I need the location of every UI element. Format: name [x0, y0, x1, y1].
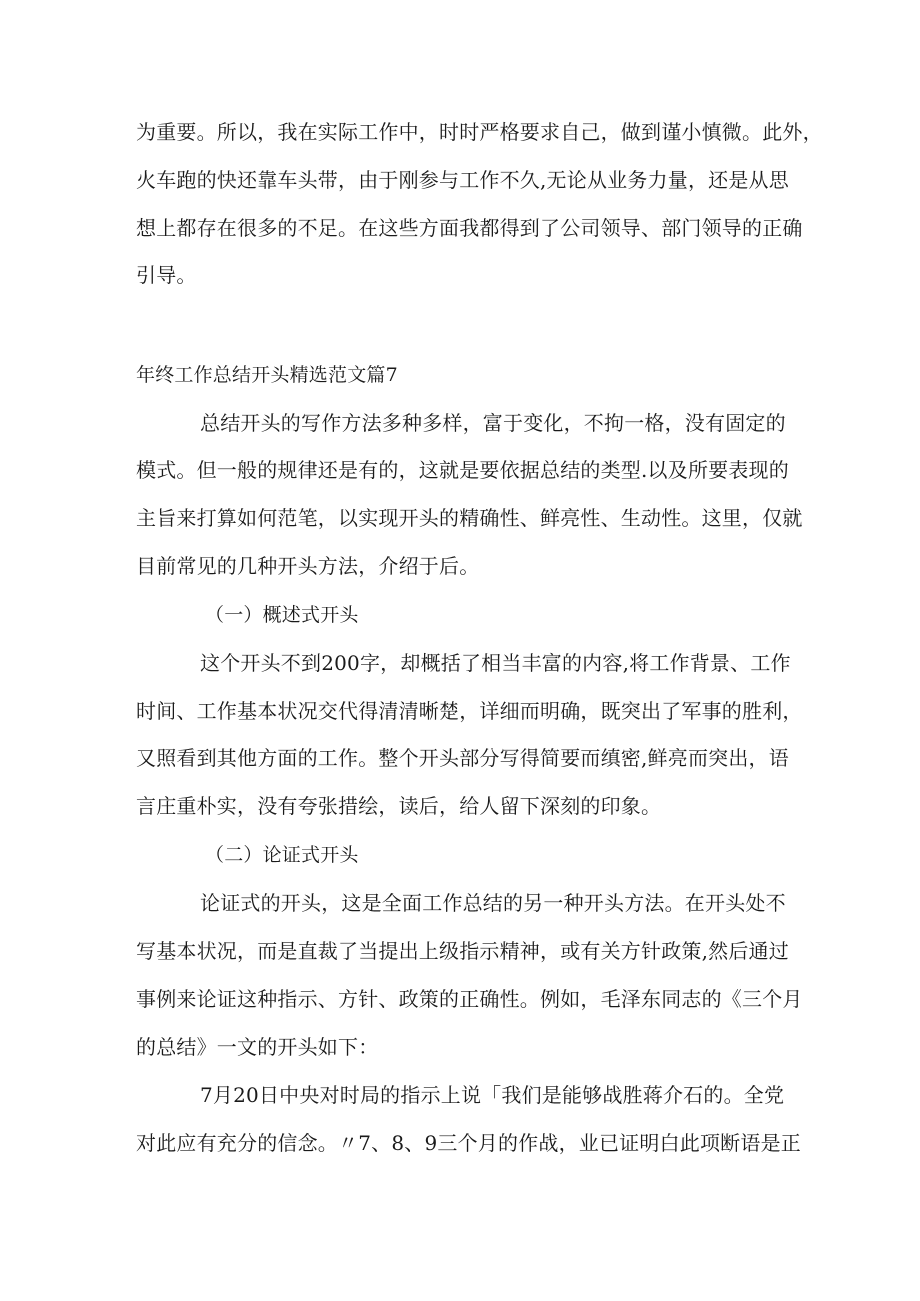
para4-line-1: 7月20日中央对时局的指示上说「我们是能够战胜蒋介石的。全党: [200, 1083, 785, 1107]
para1-line-2: 模式。但一般的规律还是有的，这就是要依据总结的类型.以及所要表现的: [136, 458, 789, 482]
para3-line-1: 论证式的开头，这是全面工作总结的另一种开头方法。在开头处不: [200, 891, 786, 915]
para3-line-4: 的总结》一文的开头如下：: [136, 1035, 379, 1059]
intro-line-2: 火车跑的快还靠车头带，由于刚参与工作不久,无论从业务力量，还是从思: [136, 168, 789, 192]
para4-line-2: 对此应有充分的信念。〃7、8、9三个月的作战，业已证明白此项断语是正: [136, 1131, 801, 1155]
para2-line-4: 言庄重朴实，没有夸张措绘，读后，给人留下深刻的印象。: [136, 794, 662, 818]
para3-line-3: 事例来论证这种指示、方针、政策的正确性。例如，毛泽东同志的《三个月: [136, 987, 803, 1011]
intro-line-4: 引导。: [136, 263, 197, 287]
para1-line-1: 总结开头的写作方法多种多样，富于变化，不拘一格，没有固定的: [200, 411, 786, 435]
subheading-argument: （二）论证式开头: [205, 844, 359, 866]
subheading-overview: （一）概述式开头: [205, 604, 359, 626]
para1-line-3: 主旨来打算如何范笔，以实现开头的精确性、鲜亮性、生动性。这里，仅就: [136, 506, 803, 530]
intro-line-3: 想上都存在很多的不足。在这些方面我都得到了公司领导、部门领导的正确: [136, 216, 803, 240]
para2-line-3: 又照看到其他方面的工作。整个开头部分写得简要而缜密,鲜亮而突出，语: [136, 746, 789, 770]
para1-line-4: 目前常见的几种开头方法，介绍于后。: [136, 554, 480, 578]
section-title: 年终工作总结开头精选范文篇7: [136, 364, 398, 386]
para2-line-2: 时间、工作基本状况交代得清清晰楚，详细而明确，既突出了军事的胜利，: [136, 699, 803, 723]
para3-line-2: 写基本状况，而是直裁了当提出上级指示精神，或有关方针政策,然后通过: [136, 939, 789, 963]
intro-line-1: 为重要。所以，我在实际工作中，时时严格要求自己，做到谨小慎微。此外，: [136, 120, 823, 144]
para2-line-1: 这个开头不到200字，却概括了相当丰富的内容,将工作背景、工作: [200, 651, 791, 675]
